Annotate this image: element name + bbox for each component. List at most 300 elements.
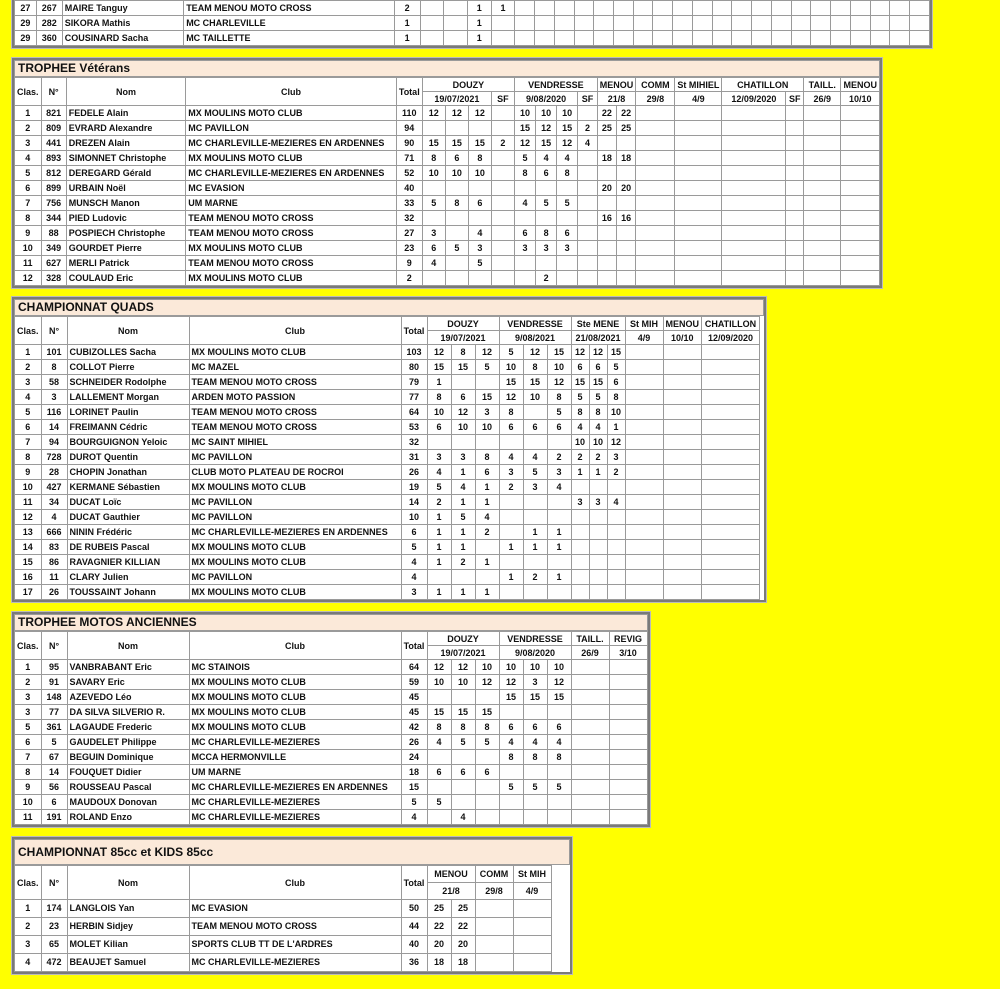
name-cell: MOLET Kilian	[67, 936, 189, 954]
name-cell: DEREGARD Gérald	[66, 166, 185, 181]
score-cell	[557, 271, 578, 286]
score-cell: 2	[536, 271, 557, 286]
score-cell	[594, 16, 614, 31]
score-cell	[636, 151, 675, 166]
table-row	[15, 435, 760, 450]
score-cell	[702, 465, 760, 480]
score-cell: 5	[571, 390, 589, 405]
score-cell	[422, 181, 445, 196]
score-cell: 25	[617, 121, 636, 136]
score-cell: 16	[617, 211, 636, 226]
event-name: DOUZY	[422, 78, 514, 92]
score-cell: 6	[589, 360, 607, 375]
score-cell: 1	[451, 540, 475, 555]
col-num: N°	[41, 866, 67, 900]
score-cell: 10	[427, 675, 451, 690]
event-name: MENOU	[427, 866, 475, 883]
score-cell: 10	[547, 660, 571, 675]
number-cell: 26	[41, 585, 67, 600]
score-cell: 2	[491, 136, 514, 151]
total-cell: 40	[396, 181, 422, 196]
score-cell: 12	[445, 106, 468, 121]
total-cell: 33	[396, 196, 422, 211]
score-cell	[841, 181, 880, 196]
club-cell: TEAM MENOU MOTO CROSS	[186, 256, 397, 271]
score-cell	[451, 435, 475, 450]
score-cell	[831, 16, 851, 31]
col-club: Club	[189, 866, 401, 900]
score-cell	[712, 1, 732, 16]
score-cell	[625, 345, 663, 360]
score-cell	[523, 705, 547, 720]
score-cell	[578, 271, 598, 286]
rank-cell: 10	[15, 241, 42, 256]
col-total: Total	[401, 317, 427, 345]
score-cell	[571, 780, 609, 795]
col-clas: Clas.	[15, 866, 42, 900]
score-cell	[791, 31, 811, 46]
club-cell: TEAM MENOU MOTO CROSS	[184, 1, 395, 16]
table-row	[15, 765, 648, 780]
rank-cell: 17	[15, 585, 42, 600]
score-cell	[475, 900, 513, 918]
score-cell	[722, 151, 786, 166]
total-cell: 103	[401, 345, 427, 360]
event-sf: SF	[578, 92, 598, 106]
event-name: Ste MENE	[571, 317, 625, 331]
name-cell: BOURGUIGNON Yeloic	[67, 435, 189, 450]
score-cell: 12	[607, 435, 625, 450]
rank-cell: 7	[15, 750, 42, 765]
score-cell: 18	[597, 151, 616, 166]
score-cell	[786, 196, 804, 211]
score-cell	[617, 226, 636, 241]
score-cell	[609, 690, 647, 705]
veterans-section	[12, 58, 882, 288]
score-cell	[771, 16, 791, 31]
score-cell	[571, 510, 589, 525]
score-cell	[589, 555, 607, 570]
score-cell	[890, 31, 910, 46]
score-cell	[514, 256, 535, 271]
score-cell	[607, 570, 625, 585]
table-row	[15, 360, 760, 375]
score-cell: 12	[451, 405, 475, 420]
score-cell	[475, 750, 499, 765]
score-cell	[625, 360, 663, 375]
score-cell: 5	[557, 196, 578, 211]
score-cell	[578, 256, 598, 271]
rank-cell: 1	[15, 900, 42, 918]
club-cell: MX MOULINS MOTO CLUB	[189, 705, 401, 720]
event-name: DOUZY	[427, 317, 499, 331]
rank-cell: 7	[15, 196, 42, 211]
total-cell: 90	[396, 136, 422, 151]
score-cell	[786, 166, 804, 181]
score-cell	[625, 390, 663, 405]
rank-cell: 9	[15, 226, 42, 241]
club-cell: MX MOULINS MOTO CLUB	[189, 345, 401, 360]
score-cell	[663, 465, 702, 480]
score-cell	[811, 1, 831, 16]
number-cell: 86	[41, 555, 67, 570]
score-cell	[491, 31, 515, 46]
score-cell: 10	[451, 420, 475, 435]
name-cell: FEDELE Alain	[66, 106, 185, 121]
score-cell: 5	[536, 196, 557, 211]
score-cell	[499, 510, 523, 525]
score-cell	[636, 211, 675, 226]
score-cell	[468, 181, 491, 196]
number-cell: 77	[41, 705, 67, 720]
score-cell: 6	[427, 420, 451, 435]
score-cell	[910, 31, 930, 46]
rank-cell: 2	[15, 121, 42, 136]
score-cell: 4	[475, 510, 499, 525]
table-row	[15, 151, 880, 166]
score-cell	[597, 226, 616, 241]
score-cell	[702, 525, 760, 540]
score-cell	[609, 750, 647, 765]
rank-cell: 1	[15, 345, 42, 360]
score-cell: 4	[523, 735, 547, 750]
col-nom: Nom	[67, 866, 189, 900]
name-cell: RAVAGNIER KILLIAN	[67, 555, 189, 570]
score-cell	[523, 495, 547, 510]
score-cell	[597, 271, 616, 286]
score-cell	[841, 136, 880, 151]
score-cell: 4	[427, 465, 451, 480]
number-cell: 427	[41, 480, 67, 495]
score-cell: 1	[589, 465, 607, 480]
score-cell	[607, 480, 625, 495]
rank-cell: 3	[15, 936, 42, 954]
score-cell	[786, 121, 804, 136]
score-cell	[675, 211, 722, 226]
total-cell: 79	[401, 375, 427, 390]
table-row	[15, 780, 648, 795]
score-cell: 4	[557, 151, 578, 166]
score-cell: 15	[571, 375, 589, 390]
col-num: N°	[41, 78, 66, 106]
event-date: 4/9	[513, 883, 551, 900]
score-cell	[589, 570, 607, 585]
score-cell	[625, 405, 663, 420]
number-cell: 821	[41, 106, 66, 121]
table-row	[15, 390, 760, 405]
top-table	[14, 0, 930, 46]
event-name: St MIH	[625, 317, 663, 331]
score-cell	[702, 420, 760, 435]
score-cell	[607, 585, 625, 600]
score-cell	[675, 181, 722, 196]
quads-rows	[15, 345, 760, 600]
score-cell	[451, 750, 475, 765]
score-cell	[547, 810, 571, 825]
score-cell	[702, 450, 760, 465]
club-cell: MC EVASION	[186, 181, 397, 196]
rank-cell: 3	[15, 136, 42, 151]
table-row	[15, 450, 760, 465]
score-cell	[702, 375, 760, 390]
name-cell: ROLAND Enzo	[67, 810, 189, 825]
table-row	[15, 936, 552, 954]
table-row	[15, 480, 760, 495]
score-cell	[523, 405, 547, 420]
score-cell: 8	[523, 360, 547, 375]
score-cell	[841, 196, 880, 211]
anciennes-section	[12, 612, 650, 827]
score-cell	[692, 31, 712, 46]
score-cell	[636, 136, 675, 151]
score-cell	[712, 16, 732, 31]
rank-cell: 3	[15, 375, 42, 390]
score-cell: 12	[499, 390, 523, 405]
score-cell: 3	[475, 405, 499, 420]
event-date: 9/08/2020	[499, 646, 571, 660]
quads-header	[15, 317, 760, 345]
table-row	[15, 465, 760, 480]
score-cell	[636, 241, 675, 256]
score-cell	[597, 256, 616, 271]
score-cell	[663, 585, 702, 600]
score-cell	[571, 555, 589, 570]
score-cell: 5	[451, 510, 475, 525]
name-cell: MERLI Patrick	[66, 256, 185, 271]
rank-cell: 29	[15, 31, 37, 46]
score-cell: 5	[499, 780, 523, 795]
total-cell: 18	[401, 765, 427, 780]
score-cell	[752, 1, 772, 16]
event-name: St MIH	[513, 866, 551, 883]
name-cell: LAGAUDE Frederic	[67, 720, 189, 735]
score-cell	[427, 435, 451, 450]
table-row	[15, 570, 760, 585]
event-date: 12/09/2020	[702, 331, 760, 345]
score-cell	[675, 256, 722, 271]
score-cell: 1	[427, 585, 451, 600]
score-cell	[702, 360, 760, 375]
table-row	[15, 690, 648, 705]
score-cell	[804, 136, 841, 151]
score-cell: 12	[422, 106, 445, 121]
score-cell	[636, 196, 675, 211]
score-cell: 5	[589, 390, 607, 405]
score-cell: 4	[547, 735, 571, 750]
score-cell: 15	[427, 360, 451, 375]
score-cell: 1	[467, 1, 491, 16]
event-date: 4/9	[675, 92, 722, 106]
score-cell	[420, 1, 444, 16]
score-cell: 12	[468, 106, 491, 121]
event-date: 29/8	[636, 92, 675, 106]
table-row	[15, 271, 880, 286]
score-cell: 15	[607, 345, 625, 360]
club-cell: MX MOULINS MOTO CLUB	[186, 106, 397, 121]
score-cell	[609, 765, 647, 780]
club-cell: TEAM MENOU MOTO CROSS	[186, 226, 397, 241]
score-cell: 12	[499, 675, 523, 690]
score-cell: 1	[451, 495, 475, 510]
event-name: VENDRESSE	[499, 632, 571, 646]
score-cell: 2	[427, 495, 451, 510]
table-row	[15, 900, 552, 918]
score-cell	[607, 540, 625, 555]
score-cell: 1	[547, 525, 571, 540]
name-cell: AZEVEDO Léo	[67, 690, 189, 705]
name-cell: COLLOT Pierre	[67, 360, 189, 375]
club-cell: MX MOULINS MOTO CLUB	[186, 241, 397, 256]
score-cell: 22	[427, 918, 451, 936]
score-cell	[786, 211, 804, 226]
total-cell: 64	[401, 660, 427, 675]
score-cell: 1	[607, 420, 625, 435]
score-cell: 10	[557, 106, 578, 121]
event-name: COMM	[636, 78, 675, 92]
score-cell: 6	[547, 720, 571, 735]
score-cell	[614, 31, 634, 46]
rank-cell: 3	[15, 690, 42, 705]
score-cell	[513, 936, 551, 954]
score-cell	[811, 31, 831, 46]
name-cell: COUSINARD Sacha	[62, 31, 183, 46]
score-cell: 5	[451, 735, 475, 750]
score-cell: 1	[451, 465, 475, 480]
rank-cell: 6	[15, 181, 42, 196]
col-club: Club	[189, 317, 401, 345]
score-cell: 10	[422, 166, 445, 181]
score-cell: 10	[427, 405, 451, 420]
score-cell	[547, 705, 571, 720]
score-cell: 12	[557, 136, 578, 151]
score-cell	[663, 450, 702, 465]
club-cell: MX MOULINS MOTO CLUB	[189, 585, 401, 600]
score-cell	[663, 390, 702, 405]
score-cell	[427, 570, 451, 585]
table-row	[15, 525, 760, 540]
score-cell: 15	[557, 121, 578, 136]
score-cell	[589, 480, 607, 495]
score-cell	[675, 166, 722, 181]
score-cell	[475, 435, 499, 450]
score-cell: 10	[547, 360, 571, 375]
name-cell: POSPIECH Christophe	[66, 226, 185, 241]
score-cell	[491, 16, 515, 31]
score-cell	[870, 16, 890, 31]
score-cell	[513, 918, 551, 936]
score-cell: 20	[617, 181, 636, 196]
score-cell: 12	[523, 345, 547, 360]
rank-cell: 11	[15, 810, 42, 825]
rank-cell: 4	[15, 954, 42, 972]
score-cell	[513, 954, 551, 972]
score-cell	[831, 1, 851, 16]
score-cell	[594, 31, 614, 46]
score-cell: 15	[499, 375, 523, 390]
score-cell	[445, 256, 468, 271]
event-date: 10/10	[841, 92, 880, 106]
score-cell	[625, 420, 663, 435]
score-cell	[513, 900, 551, 918]
score-cell	[675, 271, 722, 286]
name-cell: FOUQUET Didier	[67, 765, 189, 780]
rank-cell: 14	[15, 540, 42, 555]
club-cell: TEAM MENOU MOTO CROSS	[186, 211, 397, 226]
score-cell: 12	[547, 375, 571, 390]
kids-header	[15, 866, 552, 900]
score-cell	[445, 271, 468, 286]
score-cell	[702, 390, 760, 405]
score-cell	[722, 196, 786, 211]
score-cell	[841, 166, 880, 181]
total-cell: 42	[401, 720, 427, 735]
score-cell	[571, 540, 589, 555]
score-cell: 6	[557, 226, 578, 241]
score-cell	[804, 226, 841, 241]
score-cell	[475, 540, 499, 555]
name-cell: DUCAT Gauthier	[67, 510, 189, 525]
score-cell: 2	[499, 480, 523, 495]
name-cell: MAUDOUX Donovan	[67, 795, 189, 810]
event-date: 9/08/2021	[499, 331, 571, 345]
total-cell: 44	[401, 918, 427, 936]
score-cell	[771, 31, 791, 46]
score-cell	[523, 435, 547, 450]
total-cell: 5	[401, 795, 427, 810]
score-cell	[609, 795, 647, 810]
score-cell	[732, 1, 752, 16]
score-cell	[732, 16, 752, 31]
score-cell	[673, 31, 693, 46]
rank-cell: 15	[15, 555, 42, 570]
number-cell: 101	[41, 345, 67, 360]
score-cell: 3	[523, 675, 547, 690]
name-cell: EVRARD Alexandre	[66, 121, 185, 136]
score-cell	[702, 495, 760, 510]
total-cell: 53	[401, 420, 427, 435]
rank-cell: 10	[15, 480, 42, 495]
number-cell: 58	[41, 375, 67, 390]
score-cell	[578, 241, 598, 256]
score-cell: 6	[445, 151, 468, 166]
score-cell	[625, 375, 663, 390]
score-cell: 12	[475, 345, 499, 360]
name-cell: LALLEMENT Morgan	[67, 390, 189, 405]
score-cell: 1	[427, 510, 451, 525]
event-name: TAILL.	[804, 78, 841, 92]
score-cell	[607, 555, 625, 570]
rank-cell: 4	[15, 151, 42, 166]
table-row	[15, 735, 648, 750]
kids-section	[12, 837, 572, 974]
score-cell: 22	[597, 106, 616, 121]
rank-cell: 12	[15, 510, 42, 525]
score-cell	[589, 510, 607, 525]
total-cell: 26	[401, 465, 427, 480]
score-cell	[571, 525, 589, 540]
anciennes-table	[14, 631, 648, 825]
score-cell	[427, 810, 451, 825]
table-row	[15, 181, 880, 196]
score-cell	[607, 510, 625, 525]
event-sf: SF	[786, 92, 804, 106]
score-cell: 3	[571, 495, 589, 510]
total-cell: 4	[401, 810, 427, 825]
score-cell: 12	[514, 136, 535, 151]
score-cell: 15	[422, 136, 445, 151]
score-cell: 6	[475, 765, 499, 780]
score-cell	[574, 1, 594, 16]
